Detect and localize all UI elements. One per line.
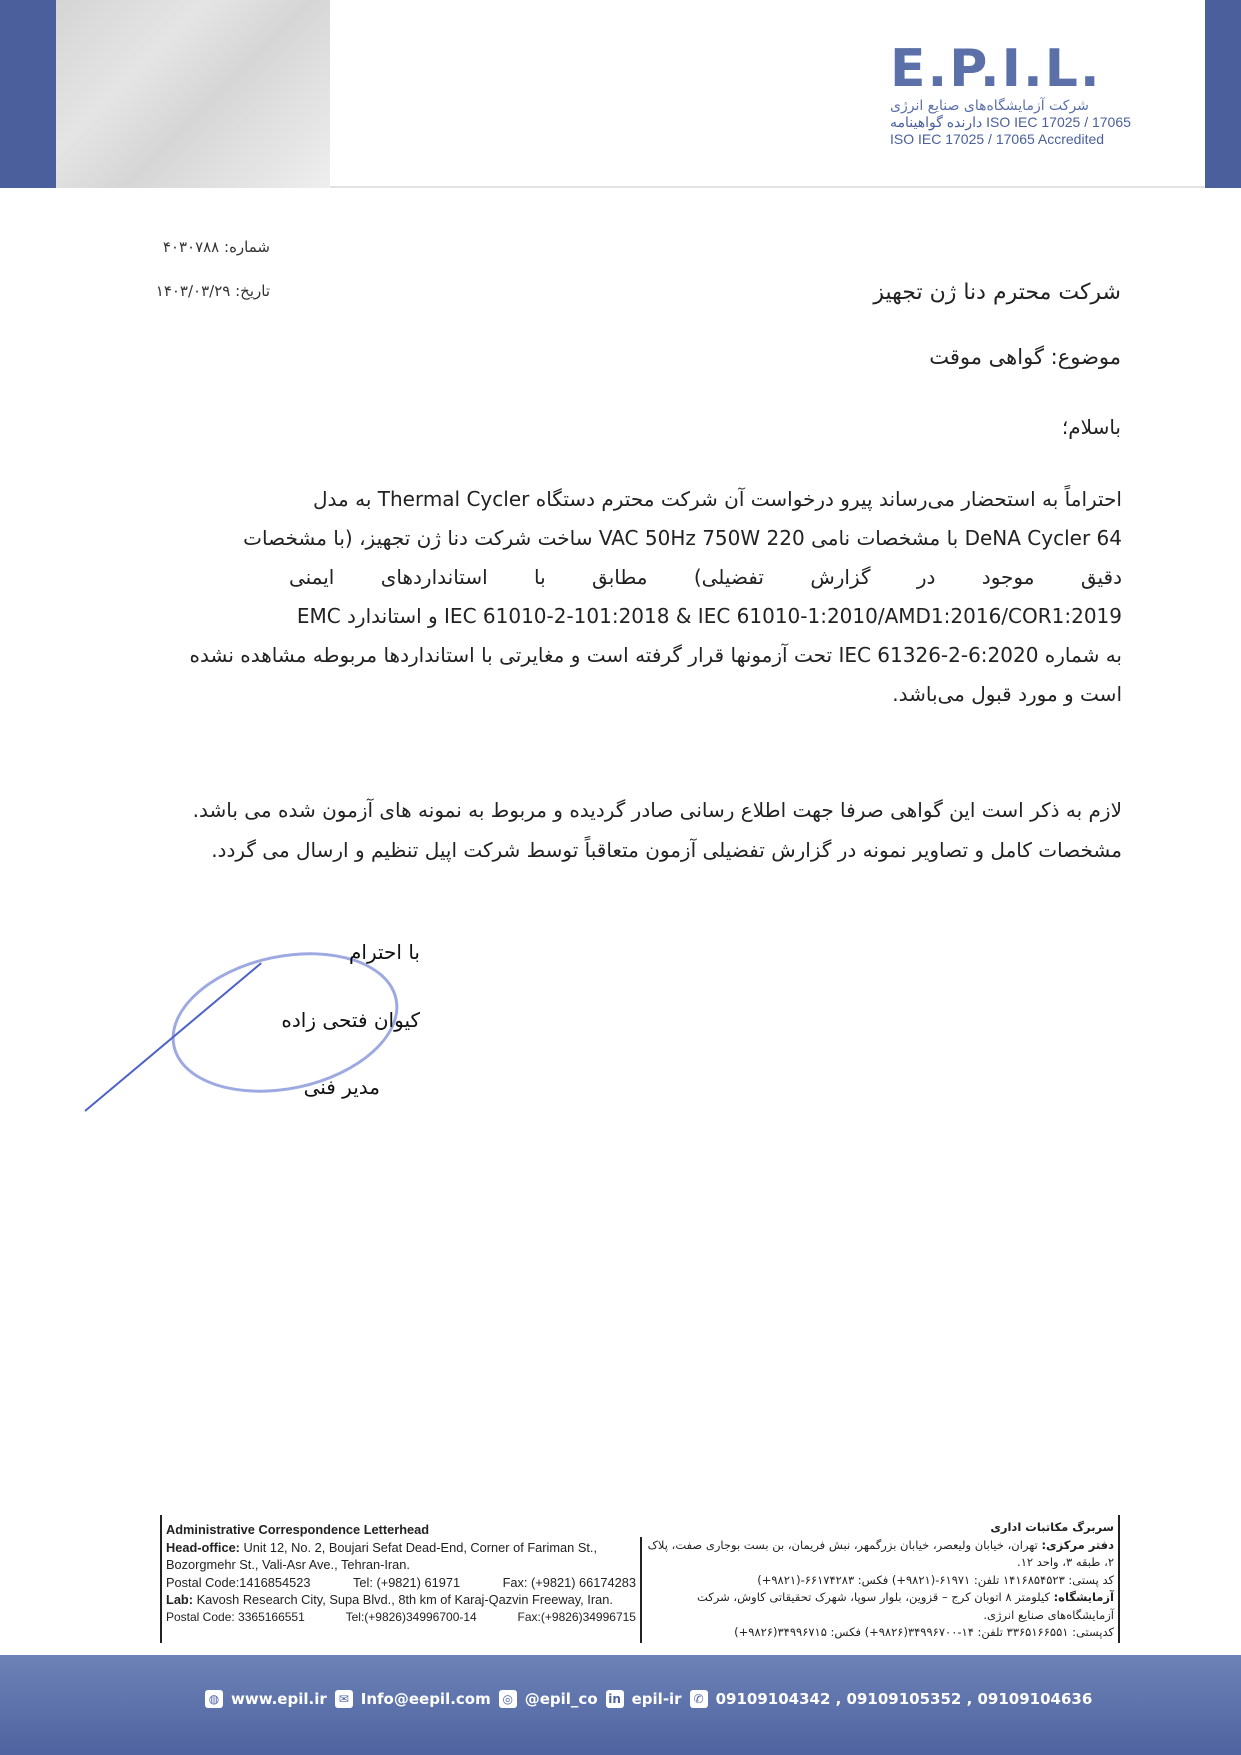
head-office-label: Head-office: <box>166 1539 240 1555</box>
body-paragraph-2 <box>150 790 1122 870</box>
footer-divider <box>640 1537 642 1643</box>
body-line: لازم به ذکر است این گواهی صرفا جهت اطلاع رسانی صادر گردیده و مربوط به نمونه های آزمون شده می باشد. <box>192 798 1122 822</box>
letter-date: تاریخ: ۱۴۰۳/۰۳/۲۹ <box>155 282 270 300</box>
instagram-link[interactable]: @epil_co <box>524 1690 598 1708</box>
logo-iso-en: ISO IEC 17025 / 17065 Accredited <box>890 131 1105 147</box>
company-logo <box>890 40 1180 170</box>
letter-meta <box>110 225 270 313</box>
logo-company-name: شرکت آزمایشگاه‌های صنایع انرژی <box>890 98 1089 114</box>
body-line: به شماره IEC 61326-2-6:2020 تحت آزمونها قرار گرفته است و مغایرتی با استانداردها مربوطه مشاهده نشده <box>189 643 1122 667</box>
email-link[interactable]: Info@eepil.com <box>360 1690 491 1708</box>
body-line: است و مورد قبول می‌باشد. <box>892 682 1122 706</box>
lab-label: Lab: <box>166 1592 194 1607</box>
lab-fax: Fax:(+9826)34996715 <box>517 1609 636 1624</box>
contact-bar <box>0 1655 1241 1755</box>
linkedin-icon: in <box>606 1690 624 1708</box>
lab-address: Kavosh Research City, Supa Blvd., 8th km of Karaj-Qazvin Freeway, Iran. <box>196 1592 613 1607</box>
phone-numbers: 09109104342 , 09109105352 , 09109104636 <box>715 1690 1093 1708</box>
lab-label-fa: آزمایشگاه: <box>1053 1590 1114 1604</box>
phone-icon: ✆ <box>690 1690 708 1708</box>
greeting: باسلام؛ <box>1061 415 1121 439</box>
header-blue-strip-left <box>0 0 56 188</box>
footer-english <box>166 1521 636 1626</box>
logo-mark: E.P.I.L. <box>890 39 1102 99</box>
signature-block <box>170 940 420 1140</box>
body-line: احتراماً به استحضار می‌رساند پیرو درخواست آن شرکت محترم دستگاه Thermal Cycler به مدل <box>313 487 1122 511</box>
signer-name: کیوان فتحی زاده <box>281 1008 420 1032</box>
contact-line-fa: کد پستی: ۱۴۱۶۸۵۴۵۲۳ تلفن: ۶۱۹۷۱-(۹۸۲۱+) فکس: ۶۶۱۷۴۲۸۳-(۹۸۲۱+) <box>757 1572 1114 1587</box>
letter-number: شماره: ۴۰۳۰۷۸۸ <box>162 238 270 256</box>
header-blue-strip-right <box>1205 0 1241 188</box>
fax: Fax: (+9821) 66174283 <box>502 1574 636 1590</box>
closing: با احترام <box>349 940 420 964</box>
footer-title-fa: سربرگ مکاتبات اداری <box>990 1520 1114 1534</box>
website-link[interactable]: www.epil.ir <box>231 1690 327 1708</box>
recipient: شرکت محترم دنا ژن تجهیز <box>873 280 1121 305</box>
body-line: مشخصات کامل و تصاویر نمونه در گزارش تفضیلی آزمون متعاقباً توسط شرکت اپیل تنظیم و ارسال می گردد. <box>211 838 1122 862</box>
head-office-label-fa: دفتر مرکزی: <box>1041 1537 1114 1552</box>
subject: موضوع: گواهی موقت <box>929 345 1121 369</box>
header-divider <box>330 186 1205 188</box>
footer-addresses <box>160 1515 1120 1643</box>
body-line: دقیق موجود در گزارش تفضیلی) مطابق با استانداردهای ایمنی <box>288 565 1122 589</box>
lab-postal-code: Postal Code: 3365166551 <box>166 1609 305 1624</box>
signer-title: مدیر فنی <box>303 1075 380 1099</box>
head-office-address: Unit 12, No. 2, Boujari Sefat Dead-End, Corner of Fariman St., Bozorgmehr St., Vali-Asr Ave., Tehran-Iran. <box>166 1539 598 1572</box>
email-icon: ✉ <box>335 1690 353 1708</box>
footer-persian <box>644 1519 1114 1642</box>
body-line: IEC 61010-2-101:2018 & IEC 61010-1:2010/AMD1:2016/COR1:2019 و استاندارد EMC <box>296 604 1122 628</box>
logo-iso-fa: دارنده گواهینامه ISO IEC 17025 / 17065 <box>890 114 1131 130</box>
lab-address-fa: کیلومتر ۸ اتوبان کرج – قزوین، بلوار سوپا، شهرک تحقیقاتی کاوش، شرکت آزمایشگاه‌های صنایع انرژی. <box>696 1590 1114 1622</box>
postal-code: Postal Code:1416854523 <box>166 1574 311 1590</box>
body-line: DeNA Cycler 64 با مشخصات نامی 220 VAC 50Hz 750W ساخت شرکت دنا ژن تجهیز، (با مشخصات <box>243 526 1122 550</box>
linkedin-link[interactable]: epil-ir <box>631 1690 682 1708</box>
body-paragraph-1 <box>150 480 1122 714</box>
lab-tel: Tel:(+9826)34996700-14 <box>345 1609 477 1624</box>
globe-icon: ◍ <box>205 1690 223 1708</box>
footer-title-en: Administrative Correspondence Letterhead <box>166 1522 430 1537</box>
instagram-icon: ◎ <box>499 1690 517 1708</box>
head-office-address-fa: تهران، خیابان ولیعصر، خیابان بزرگمهر، نبش فریمان، بن بست بوجاری صفت، پلاک ۲، طبقه ۳، واحد ۱۲. <box>647 1537 1114 1569</box>
tel: Tel: (+9821) 61971 <box>352 1574 461 1590</box>
lab-contact-line-fa: کدپستی: ۳۳۶۵۱۶۶۵۵۱ تلفن: ۱۴-۳۴۹۹۶۷۰۰(۹۸۲۶+) فکس: ۳۴۹۹۶۷۱۵(۹۸۲۶+) <box>734 1625 1114 1639</box>
